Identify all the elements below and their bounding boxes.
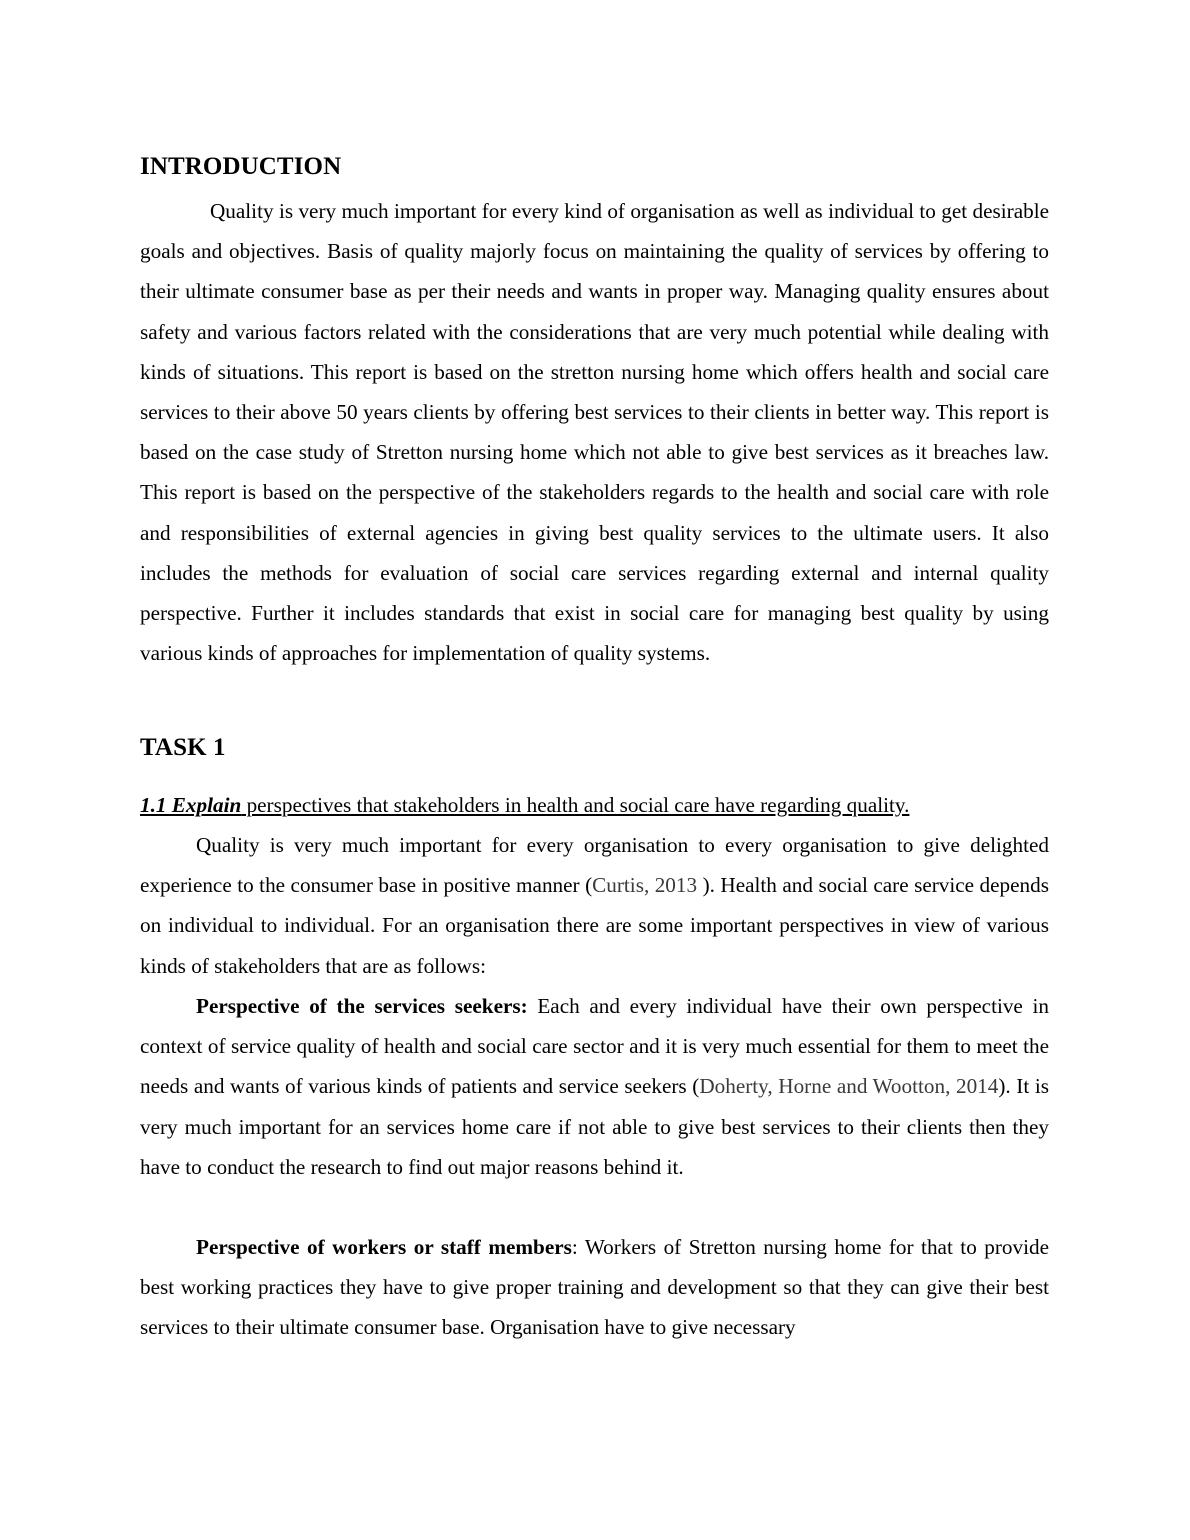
citation-curtis: Curtis, 2013 [592, 873, 703, 898]
introduction-paragraph: Quality is very much important for every kind of organisation as well as individual to get desirable goals and objectives. Basis of quality majorly focus on maintaining the quality of services by offering to their ultimate consumer base as per their needs and wants in proper way. Managing quality ensures about safety and various factors related with the considerations that are very much potential while dealing with kinds of situations. This report is based on the stretton nursing home which offers health and social care services to their above 50 years clients by offering best services to their clients in better way. This report is based on the case study of Stretton nursing home which not able to give best services as it breaches law. This report is based on the perspective of the stakeholders regards to the health and social care with role and responsibilities of external agencies in giving best quality services to the ultimate users. It also includes the methods for evaluation of social care services regarding external and internal quality perspective. Further it includes standards that exist in social care for managing best quality by using various kinds of approaches for implementation of quality systems. [140, 199, 1049, 666]
task1-paragraph-service-seekers [140, 986, 1049, 1187]
task1-heading: TASK 1 [140, 734, 226, 761]
citation-doherty: Doherty, Horne and Wootton, 2014 [699, 1074, 999, 1099]
subheading-number: 1.1 Explain [140, 793, 242, 817]
perspective-label: Perspective of the services seekers: [196, 994, 528, 1018]
subheading-text: perspectives that stakeholders in health and social care have regarding quality. [241, 793, 910, 817]
task1-paragraph-1 [140, 825, 1049, 986]
paragraph-text: ). It is very much important for an services home care if not able to give best services to their clients then they have to conduct the research to find out major reasons behind it. [140, 1074, 1049, 1179]
task1-paragraph-workers [140, 1227, 1049, 1348]
perspective-label: Perspective of workers or staff members [196, 1235, 572, 1259]
paragraph-text: Quality is very much important for every organisation to every organisation to give delighted experience to the consumer base in positive manner ( [140, 833, 1049, 898]
paragraph-text: ). Health and social care service depends on individual to individual. For an organisation there are some important perspectives in view of various kinds of stakeholders that are as follows: [140, 873, 1049, 978]
paragraph-text: Each and every individual have their own perspective in context of service quality of health and social care sector and it is very much essential for them to meet the needs and wants of various kinds of patients and service seekers ( [140, 994, 1049, 1099]
paragraph-text: : Workers of Stretton nursing home for that to provide best working practices they have to give proper training and development so that they can give their best services to their ultimate consumer base. Organisation have to give necessary [140, 1235, 1049, 1340]
introduction-heading: INTRODUCTION [140, 153, 342, 180]
task1-subheading [140, 785, 1049, 825]
